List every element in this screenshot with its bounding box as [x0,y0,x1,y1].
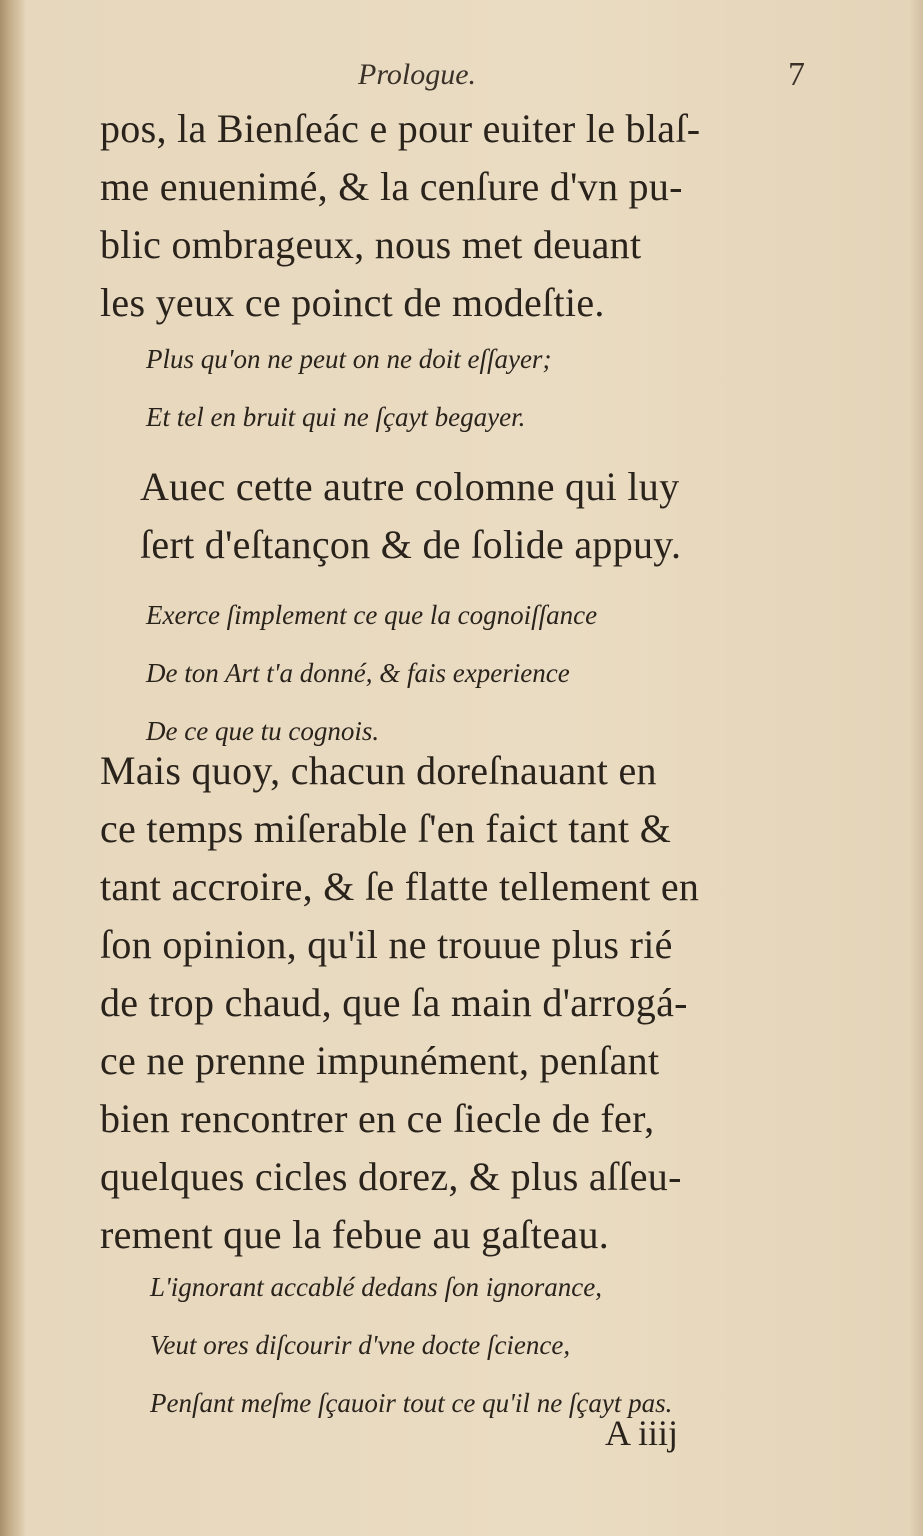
verse-line: Et tel en bruit qui ne ſçayt begayer. [146,402,526,432]
prose-line: Auec cette autre colomne qui luy [140,464,680,509]
verse-line: De ton Art t'a donné, & fais experience [146,658,570,688]
prose-line: les yeux ce poinct de modeſtie. [100,280,605,325]
verse-quotation-1 [146,330,551,446]
page-edge-shadow [909,0,923,1536]
binding-gutter [0,0,26,1536]
prose-paragraph-2 [140,458,870,574]
signature-mark: A iiij [605,1413,679,1453]
verse-line: Veut ores diſcourir d'vne docte ſcience, [150,1330,571,1360]
verse-line: Plus qu'on ne peut on ne doit eſſayer; [146,344,552,374]
prose-line: bien rencontrer en ce ſiecle de fer, [100,1096,655,1141]
prose-paragraph-1 [100,100,830,332]
verse-quotation-2 [146,586,597,760]
verse-line: Exerce ſimplement ce que la cognoiſſance [146,600,598,630]
prose-line: pos, la Bienſeác e pour euiter le blaſ- [100,106,701,151]
prose-line: ce ne prenne impunément, penſant [100,1038,660,1083]
prose-line: me enuenimé, & la cenſure d'vn pu- [100,164,683,209]
prose-line: Mais quoy, chacun doreſnauant en [100,748,657,793]
verse-line: De ce que tu cognois. [146,716,380,746]
verse-line: Penſant meſme ſçauoir tout ce qu'il ne ſçayt pas. [150,1388,673,1418]
verse-line: L'ignorant accablé dedans ſon ignorance, [150,1272,602,1302]
verse-quotation-3 [150,1258,672,1432]
prose-paragraph-3 [100,742,830,1264]
prose-line: rement que la febue au gaſteau. [100,1212,610,1257]
prose-line: quelques cicles dorez, & plus aſſeu- [100,1154,682,1199]
prose-line: blic ombrageux, nous met deuant [100,222,642,267]
page-number: 7 [788,56,805,93]
prose-line: ſon opinion, qu'il ne trouue plus rié [100,922,673,967]
prose-line: de trop chaud, que ſa main d'arrogá- [100,980,688,1025]
prose-line: ſert d'eſtançon & de ſolide appuy. [140,522,682,567]
prose-line: ce temps miſerable ſ'en faict tant & [100,806,672,851]
running-head: Prologue. [358,58,477,91]
page-text-block [100,52,840,1492]
prose-line: tant accroire, & ſe flatte tellement en [100,864,700,909]
